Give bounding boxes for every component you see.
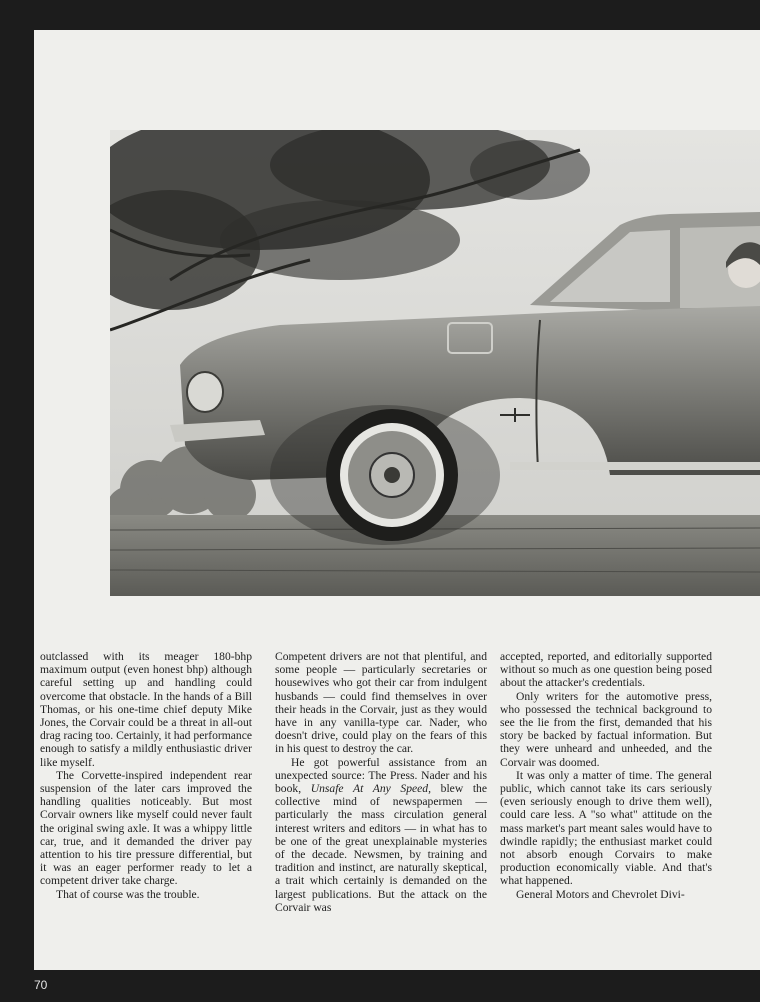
- text-column-3: [500, 650, 712, 901]
- text-column-2: [275, 650, 487, 914]
- paragraph: General Motors and Chevrolet Divi-: [516, 887, 685, 901]
- paragraph: [275, 756, 487, 914]
- page-number: 70: [34, 978, 48, 992]
- paragraph: It was only a matter of time. The general public, which cannot take its cars seriously (even seriously enough to drive them well), could care less. A "so what" attitude on the mass market's part meant sales would have to dwindle rapidly; the enthusiast market could not absorb enough Corvairs to make production economically viable. And that's what happened.: [500, 768, 712, 888]
- paragraph-lead: He got powerful assistance from an unexpected source: The Press. Nader and his book,: [275, 755, 487, 796]
- paragraph: The Corvette-inspired independent rear suspension of the later cars improved the handling qualities noticeably. But most Corvair owners like myself could never fault the original swing axle. It was a whippy little car, true, and it demanded the driver pay attention to his tire pressure differential, but it was an eager performer ready to let a competent driver take charge.: [40, 768, 252, 888]
- paragraph: Competent drivers are not that plentiful, and some people — particularly secretaries or housewives who got their car from indulgent husbands — could find themselves in over their heads in the Corvair, just as they would have in any vanilla-type car. Nader, who doesn't drive, could play on the fears of this in his quest to destroy the car.: [275, 650, 487, 756]
- magazine-page: [34, 30, 760, 970]
- paragraph: That of course was the trouble.: [56, 887, 200, 901]
- paragraph-rest: blew the collective mind of newspapermen — particularly the mass circulation general interest writers and editors — in what has to be one of the great unexplainable mysteries of the decade. Newsmen, by training and tradition and instinct, are naturally skeptical, a trait which certainly is demanded on the largest publications. But the attack on the Corvair was: [275, 782, 487, 914]
- book-title: Unsafe At Any Speed,: [310, 782, 431, 796]
- paragraph: outclassed with its meager 180-bhp maximum output (even honest bhp) although careful setting up and handling could overcome that obstacle. In the hands of a Bill Thomas, or his one-time chief deputy Mike Jones, the Corvair could be a threat in all-out drag racing too. Certainly, it had performance enough to satisfy a mildly enthusiastic driver like myself.: [40, 650, 252, 769]
- paragraph: Only writers for the automotive press, who possessed the technical background to see the lie from the first, demanded that his story be backed by factual information. But they were unheard and unheeded, and the Corvair was doomed.: [500, 689, 712, 769]
- car-photo-illustration: [110, 130, 760, 596]
- paragraph: accepted, reported, and editorially supported without so much as one question being posed about the attacker's credentials.: [500, 650, 712, 690]
- corvair-photo: [110, 130, 760, 596]
- text-column-1: [40, 650, 252, 901]
